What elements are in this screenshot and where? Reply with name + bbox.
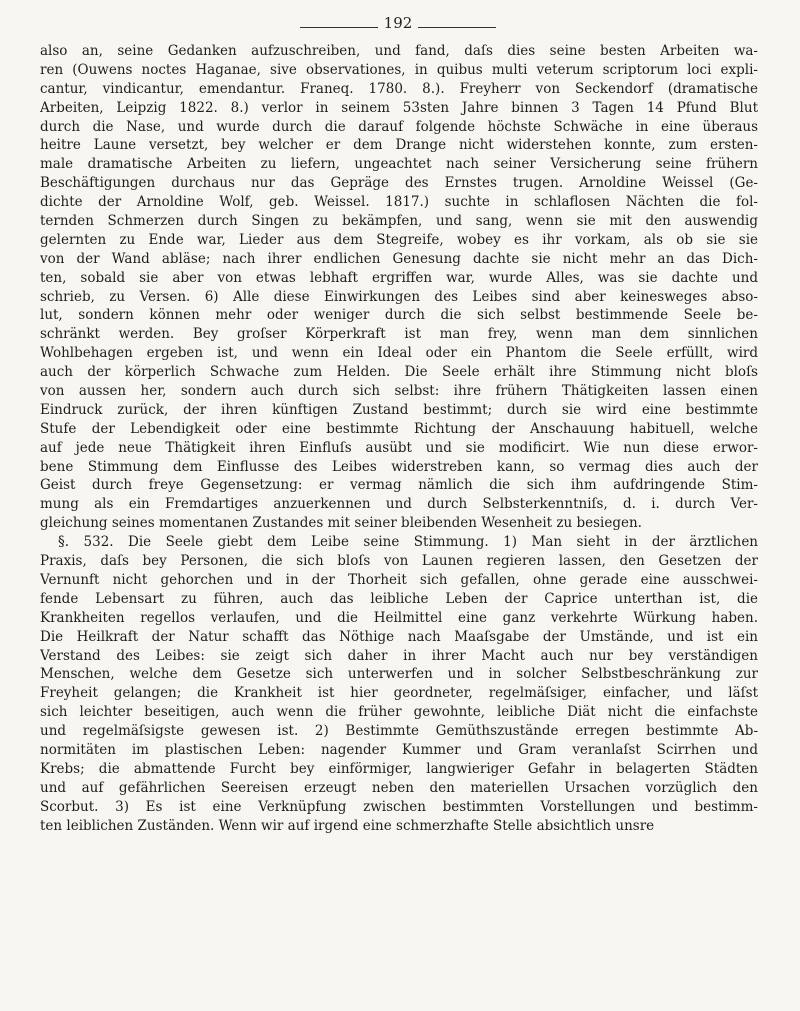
text-line: male dramatische Arbeiten zu liefern, ungeachtet nach seiner Versicherung seine frühern	[40, 156, 758, 173]
text-line: Eindruck zurück, der ihren künftigen Zustand bestimmt; durch sie wird eine bestimmte	[40, 401, 758, 418]
body-text	[40, 42, 758, 835]
text-line: Scorbut. 3) Es ist eine Verknüpfung zwischen bestimmten Vorstellungen und bestimm-	[40, 798, 758, 815]
text-line: und regelmäſsigste gewesen ist. 2) Bestimmte Gemüthszustände erregen bestimmte Ab-	[40, 723, 758, 740]
text-line: auch der körperlich Schwache zum Helden. Die Seele erhält ihre Stimmung nicht bloſs	[40, 364, 758, 381]
text-line: Wohlbehagen ergeben ist, und wenn ein Ideal oder ein Phantom die Seele erfüllt, wird	[40, 345, 758, 362]
text-line: gelernten zu Ende war, Lieder aus dem Stegreife, wobey es ihr vorkam, als ob sie sie	[40, 231, 758, 248]
text-line: Vernunft nicht gehorchen und in der Thorheit sich gefallen, ohne gerade eine ausschwei-	[40, 571, 758, 588]
text-line: dichte der Arnoldine Wolf, geb. Weissel. 1817.) suchte in schlaflosen Nächten die fol-	[40, 194, 758, 211]
header-rule-right	[418, 27, 496, 28]
text-line: Krankheiten regellos verlaufen, und die Heilmittel eine ganz verkehrte Würkung haben.	[40, 609, 758, 626]
page-header	[0, 10, 800, 40]
text-line: und auf gefährlichen Seereisen erzeugt neben den materiellen Ursachen vorzüglich den	[40, 779, 758, 796]
text-line: Praxis, daſs bey Personen, die sich bloſs von Launen regieren lassen, den Gesetzen der	[40, 553, 758, 570]
text-line: Freyheit gelangen; die Krankheit ist hier geordneter, regelmäſsiger, einfacher, und läſst	[40, 685, 758, 702]
text-line: schrieb, zu Versen. 6) Alle diese Einwirkungen des Leibes sind aber keinesweges abso-	[40, 288, 758, 305]
text-line: durch die Nase, und wurde durch die darauf folgende höchste Schwäche in eine überaus	[40, 118, 758, 135]
text-line: sich leichter beseitigen, auch wenn die früher gewohnte, leibliche Diät nicht die einfachste	[40, 704, 758, 721]
text-line: Arbeiten, Leipzig 1822. 8.) verlor in seinem 53sten Jahre binnen 3 Tagen 14 Pfund Blut	[40, 99, 758, 116]
text-line: Beschäftigungen durchaus nur das Gepräge des Ernstes trugen. Arnoldine Weissel (Ge-	[40, 175, 758, 192]
text-line: von aussen her, sondern auch durch sich selbst: ihre frühern Thätigkeiten lassen einen	[40, 383, 758, 400]
page-number: 192	[383, 14, 413, 32]
text-line: §. 532. Die Seele giebt dem Leibe seine Stimmung. 1) Man sieht in der ärztlichen	[58, 534, 758, 551]
text-line: ten leiblichen Zuständen. Wenn wir auf irgend eine schmerzhafte Stelle absichtlich unsre	[40, 817, 655, 834]
text-line: cantur, vindicantur, emendantur. Franeq. 1780. 8.). Freyherr von Seckendorf (dramatische	[40, 80, 758, 97]
text-line: lut, sondern können mehr oder weniger durch die sich selbst bestimmende Seele be-	[40, 307, 758, 324]
text-line: ten, sobald sie aber von etwas lebhaft ergriffen war, wurde Alles, was sie dachte und	[40, 269, 758, 286]
text-line: ternden Schmerzen durch Singen zu bekämpfen, und sang, wenn sie mit den auswendig	[40, 213, 758, 230]
text-line: Geist durch freye Gegensetzung: er vermag nämlich die sich ihm aufdringende Stim-	[40, 477, 758, 494]
text-line: also an, seine Gedanken aufzuschreiben, und fand, daſs dies seine besten Arbeiten wa-	[40, 43, 758, 59]
text-line: ren (Ouwens noctes Haganae, sive observationes, in quibus multi veterum scriptorum loci expli-	[40, 61, 758, 78]
text-line: Verstand des Leibes: sie zeigt sich daher in ihrer Macht auch nur bey verständigen	[40, 647, 758, 664]
text-line: von der Wand abläse; nach ihrer endlichen Genesung dachte sie nicht mehr an das Dich-	[40, 250, 758, 267]
text-line: Menschen, welche dem Gesetze sich unterwerfen und in solcher Selbstbeschränkung zur	[40, 666, 758, 683]
header-rule-left	[300, 27, 378, 28]
text-line: schränkt werden. Bey groſser Körperkraft ist man frey, wenn man dem sinnlichen	[40, 326, 758, 343]
text-line: normitäten im plastischen Leben: nagender Kummer und Gram veranlaſst Scirrhen und	[40, 741, 758, 758]
text-line: heitre Laune versetzt, bey welcher er dem Drange nicht widerstehen konnte, zum ersten-	[40, 137, 758, 154]
text-line: bene Stimmung dem Einflusse des Leibes widerstreben kann, so vermag dies auch der	[40, 458, 758, 475]
text-line: Krebs; die abmattende Furcht bey einförmiger, langwieriger Gefahr in belagerten Städten	[40, 760, 758, 777]
text-line: Stufe der Lebendigkeit oder eine bestimmte Richtung der Anschauung habituell, welche	[40, 420, 758, 437]
text-line: mung als ein Fremdartiges anzuerkennen und durch Selbsterkenntniſs, d. i. durch Ver-	[40, 496, 758, 513]
text-line: Die Heilkraft der Natur schafft das Nöthige nach Maaſsgabe der Umstände, und ist ein	[40, 628, 758, 645]
text-line: fende Lebensart zu führen, auch das leibliche Leben der Caprice unterthan ist, die	[40, 590, 758, 607]
text-line: auf jede neue Thätigkeit ihren Einfluſs ausübt und sie modificirt. Wie nun diese erwor-	[40, 439, 758, 456]
text-line: gleichung seines momentanen Zustandes mit seiner bleibenden Wesenheit zu besiegen.	[40, 515, 642, 532]
